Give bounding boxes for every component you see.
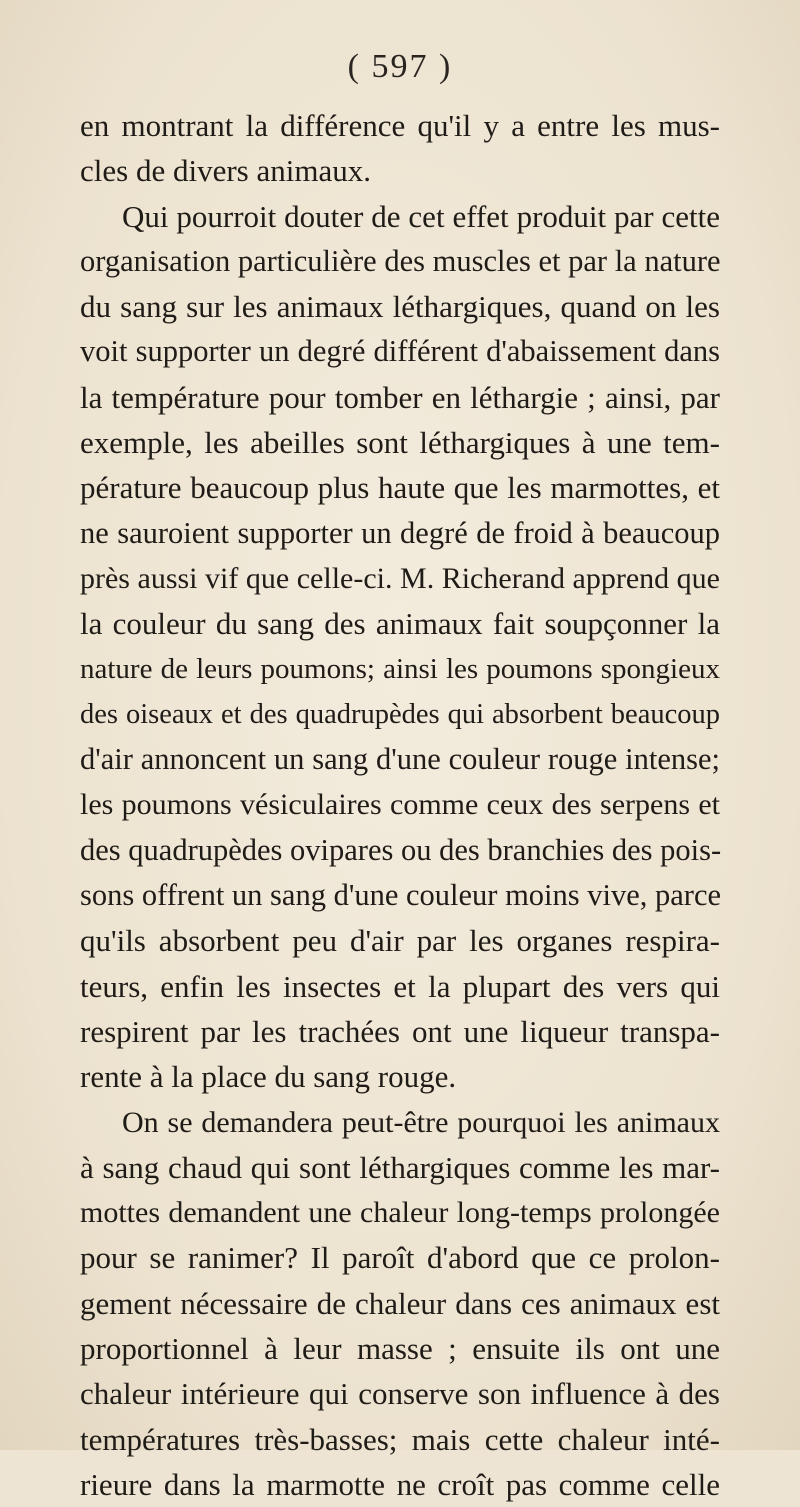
- text-line: rieure dans la marmotte ne croît pas comme celle: [80, 1466, 720, 1502]
- text-line: On se demandera peut-être pourquoi les animaux: [122, 1105, 720, 1139]
- text-line: exemple, les abeilles sont léthargiques à une tem-: [80, 425, 720, 461]
- text-line: qu'ils absorbent peu d'air par les organes respira-: [80, 923, 720, 959]
- text-line: la couleur du sang des animaux fait soupçonner la: [80, 606, 720, 642]
- text-line: cles de divers animaux.: [80, 153, 371, 189]
- text-line: la température pour tomber en léthargie ; ainsi, par: [80, 379, 720, 415]
- text-line: organisation particulière des muscles et par la nature: [80, 243, 721, 278]
- text-line: chaleur intérieure qui conserve son influence à des: [80, 1376, 720, 1412]
- text-line: pérature beaucoup plus haute que les marmottes, et: [80, 470, 720, 506]
- text-line: d'air annoncent un sang d'une couleur rouge intense;: [80, 742, 720, 777]
- text-line: sons offrent un sang d'une couleur moins vive, parce: [80, 878, 722, 913]
- text-line: voit supporter un degré différent d'abaissement dans: [80, 334, 720, 369]
- page-number: ( 597 ): [347, 48, 453, 85]
- body-text: [80, 103, 720, 1507]
- text-line: des quadrupèdes ovipares ou des branchies des pois-: [80, 832, 722, 867]
- text-line: du sang sur les animaux léthargiques, quand on les: [80, 289, 720, 325]
- text-line: les poumons vésiculaires comme ceux des serpens et: [80, 788, 720, 822]
- text-line: proportionnel à leur masse ; ensuite ils ont une: [80, 1331, 720, 1367]
- text-line: mottes demandent une chaleur long-temps prolongée: [80, 1196, 720, 1230]
- text-line: températures très-basses; mais cette chaleur inté-: [80, 1421, 720, 1457]
- text-line: Qui pourroit douter de cet effet produit par cette: [122, 198, 720, 234]
- text-line: à sang chaud qui sont léthargiques comme les mar-: [80, 1149, 720, 1185]
- text-line: en montrant la différence qu'il y a entre les mus-: [80, 108, 720, 143]
- text-line: gement nécessaire de chaleur dans ces animaux est: [80, 1285, 720, 1321]
- text-line: nature de leurs poumons; ainsi les poumons spongieux: [80, 652, 720, 685]
- text-line: ne sauroient supporter un degré de froid à beaucoup: [80, 515, 720, 550]
- text-line: pour se ranimer? Il paroît d'abord que ce prolon-: [80, 1240, 720, 1276]
- text-line: teurs, enfin les insectes et la plupart des vers qui: [80, 968, 720, 1004]
- text-line: rente à la place du sang rouge.: [80, 1059, 457, 1095]
- text-line: près aussi vif que celle-ci. M. Richerand apprend que: [80, 561, 720, 595]
- text-line: des oiseaux et des quadrupèdes qui absorbent beaucoup: [80, 698, 720, 730]
- text-line: respirent par les trachées ont une liqueur transpa-: [80, 1013, 720, 1049]
